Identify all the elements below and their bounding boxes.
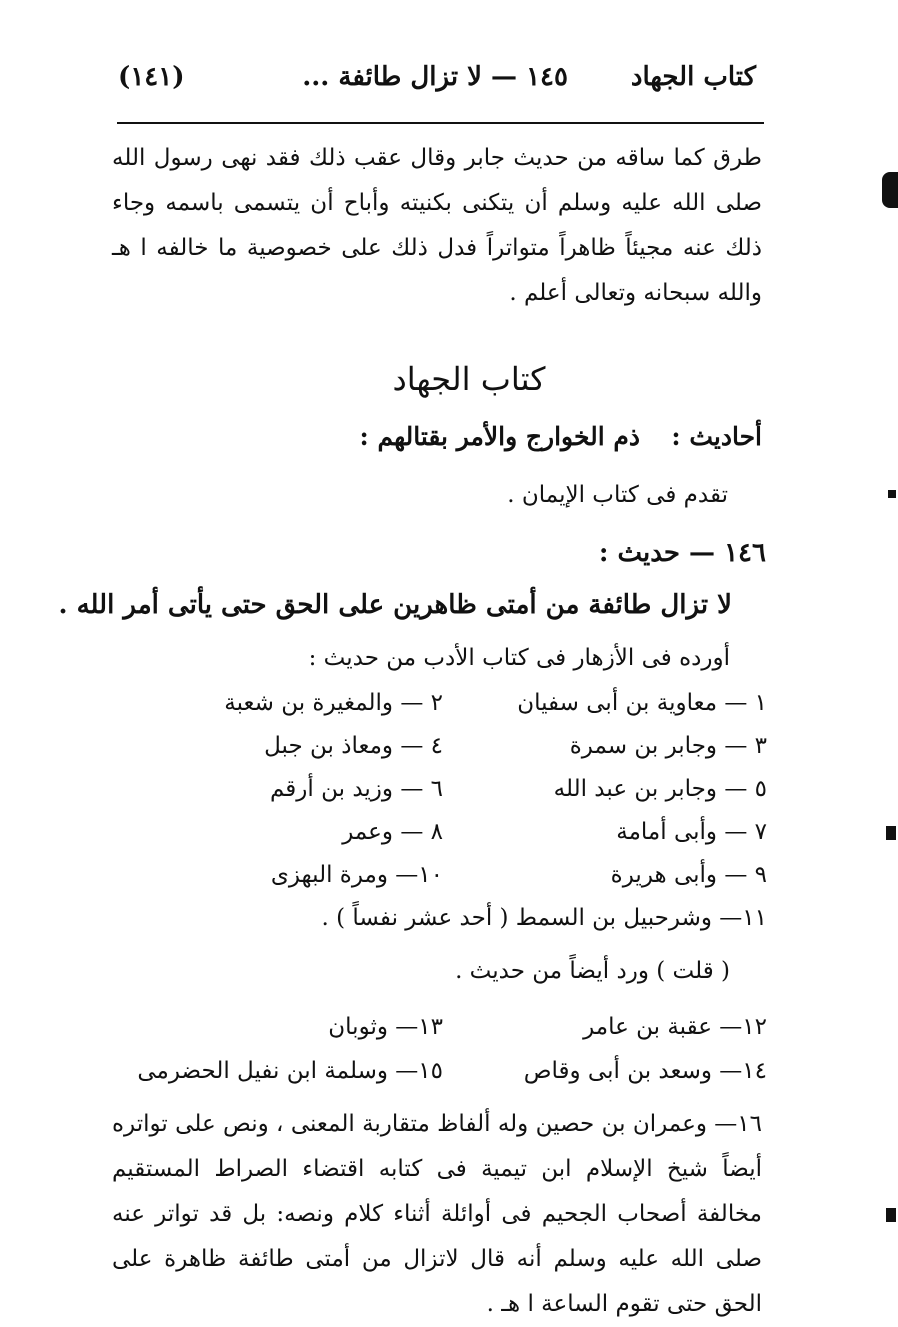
narrator-item: ٥ — وجابر بن عبد الله [553,776,767,802]
section-heading: كتاب الجهاد [392,360,546,398]
narrator-item: ١٤— وسعد بن أبى وقاص [523,1058,767,1084]
paragraph-closing: ١٦— وعمران بن حصين وله ألفاظ متقاربة المعنى ، ونص على تواتره أيضاً شيخ الإسلام ابن تيمية فى كتابه اقتضاء الصراط المستقيم مخالفة أصحاب الجحيم فى أوائلة أثناء كلام ونصه: بل قد تواتر عنه صلى الله عليه وسلم أنه قال لاتزال من أمتى طائفة ظاهرة على الحق حتى تقوم الساعة ا هـ . [112,1111,762,1317]
topic-line [360,422,762,451]
header-rule [117,122,764,124]
narrator-item: ٣ — وجابر بن سمرة [569,733,767,759]
paragraph-intro: طرق كما ساقه من حديث جابر وقال عقب ذلك فقد نهى رسول الله صلى الله عليه وسلم أن يتكنى بكنيته وأباح أن يتسمى باسمه وجاء ذلك عنه مجيئاً ظاهراً متواتراً فدل ذلك على خصوصية ما خالفه ا هـ والله سبحانه وتعالى أعلم . [112,145,762,306]
topic-sub: تقدم فى كتاب الإيمان . [507,482,728,508]
qult-line: ( قلت ) ورد أيضاً من حديث . [455,958,730,984]
scan-edge-mark [886,1208,896,1222]
hadith-heading: ١٤٦ — حديث : [598,538,766,568]
scan-edge-mark [886,826,896,840]
narrator-item: ١٣— وثوبان [328,1014,443,1040]
narrator-item: ١٠— ومرة البهزى [270,862,443,888]
scan-edge-mark [882,172,898,208]
hadith-source: أورده فى الأزهار فى كتاب الأدب من حديث : [308,645,730,671]
narrator-item: ٨ — وعمر [342,819,443,845]
header-running-title: ١٤٥ — لا تزال طائفة ... [302,62,568,92]
narrator-item: ٧ — وأبى أمامة [616,819,767,845]
page-number: (١٤١) [118,62,185,92]
topic-text: ذم الخوارج والأمر بقتالهم : [359,422,640,451]
scan-edge-mark [888,490,896,498]
hadith-text: لا تزال طائفة من أمتى ظاهرين على الحق حتى يأتى أمر الله . [58,590,732,620]
narrator-item: ١ — معاوية بن أبى سفيان [517,690,767,716]
narrator-item: ١٥— وسلمة ابن نفيل الحضرمى [137,1058,443,1084]
narrator-item: ٦ — وزيد بن أرقم [270,776,443,802]
topic-label: أحاديث : [671,422,762,451]
narrator-item: ١٢— عقبة بن عامر [583,1014,767,1040]
narrator-item: ٢ — والمغيرة بن شعبة [224,690,443,716]
narrator-item: ٤ — ومعاذ بن جبل [264,733,443,759]
narrator-item: ٩ — وأبى هريرة [610,862,767,888]
narrator-item-11: ١١— وشرحبيل بن السمط ( أحد عشر نفساً ) . [321,905,767,931]
header-book-title: كتاب الجهاد [630,62,756,92]
